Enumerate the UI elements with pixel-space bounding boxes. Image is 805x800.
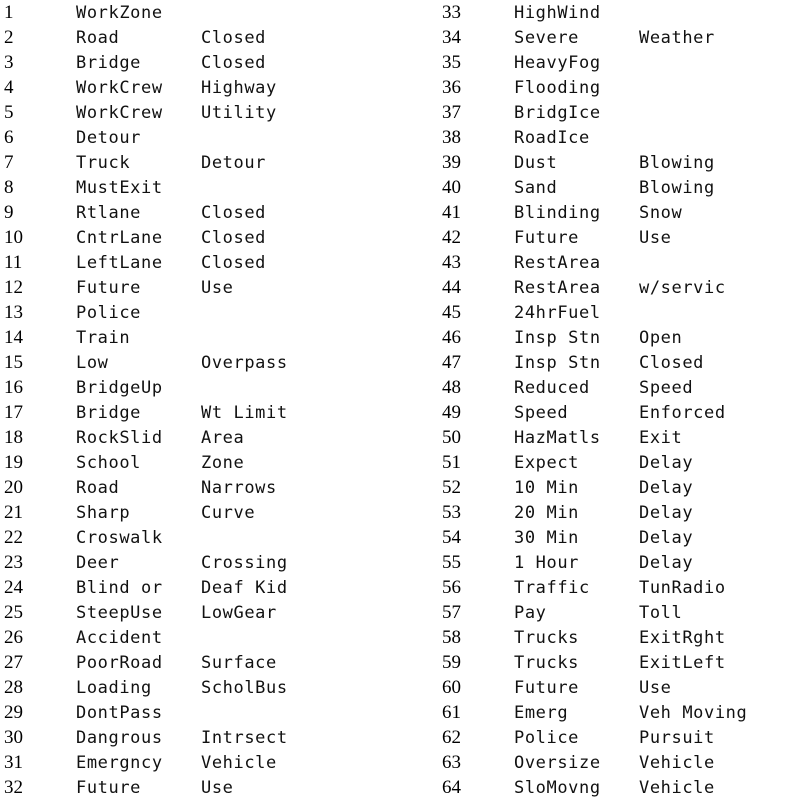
message-word-2: Narrows: [201, 478, 277, 498]
message-row: [0, 575, 400, 600]
message-word-1: Reduced: [514, 378, 590, 398]
message-row: [0, 625, 400, 650]
message-word-2: Utility: [201, 103, 277, 123]
message-number: 19: [4, 452, 23, 473]
message-number: 18: [4, 427, 23, 448]
message-word-1: Detour: [76, 128, 142, 148]
message-word-2: Delay: [639, 503, 694, 523]
message-row: [0, 350, 400, 375]
message-number: 55: [442, 552, 461, 573]
message-number: 42: [442, 227, 461, 248]
message-number: 24: [4, 577, 23, 598]
message-word-1: 10 Min: [514, 478, 580, 498]
message-row: [438, 150, 805, 175]
message-word-1: RoadIce: [514, 128, 590, 148]
message-word-1: HazMatls: [514, 428, 601, 448]
message-row: [0, 225, 400, 250]
message-word-2: Toll: [639, 603, 683, 623]
message-number: 28: [4, 677, 23, 698]
message-word-2: Vehicle: [201, 753, 277, 773]
message-word-1: School: [76, 453, 142, 473]
message-row: [438, 0, 805, 25]
message-number: 56: [442, 577, 461, 598]
message-word-1: Severe: [514, 28, 580, 48]
message-number: 48: [442, 377, 461, 398]
message-row: [0, 675, 400, 700]
message-number: 22: [4, 527, 23, 548]
message-word-1: Train: [76, 328, 131, 348]
message-word-1: Bridge: [76, 53, 142, 73]
message-word-2: Blowing: [639, 178, 715, 198]
message-word-2: Closed: [201, 203, 267, 223]
message-word-2: Vehicle: [639, 778, 715, 798]
message-number: 54: [442, 527, 461, 548]
message-word-1: Dangrous: [76, 728, 163, 748]
message-word-1: Flooding: [514, 78, 601, 98]
message-number: 16: [4, 377, 23, 398]
message-word-1: Oversize: [514, 753, 601, 773]
message-number: 30: [4, 727, 23, 748]
message-number: 40: [442, 177, 461, 198]
message-number: 35: [442, 52, 461, 73]
message-word-2: Use: [201, 778, 234, 798]
message-word-2: Use: [639, 678, 672, 698]
message-row: [438, 350, 805, 375]
message-number: 14: [4, 327, 23, 348]
message-number: 39: [442, 152, 461, 173]
message-word-1: RestArea: [514, 278, 601, 298]
message-row: [0, 450, 400, 475]
message-word-1: MustExit: [76, 178, 163, 198]
message-number: 36: [442, 77, 461, 98]
message-word-2: Pursuit: [639, 728, 715, 748]
message-word-2: ScholBus: [201, 678, 288, 698]
message-number: 45: [442, 302, 461, 323]
message-row: [438, 750, 805, 775]
message-word-1: Road: [76, 478, 120, 498]
message-number: 52: [442, 477, 461, 498]
message-number: 51: [442, 452, 461, 473]
message-word-2: Wt Limit: [201, 403, 288, 423]
message-number: 13: [4, 302, 23, 323]
message-number: 12: [4, 277, 23, 298]
message-word-1: Road: [76, 28, 120, 48]
message-list-right: [438, 0, 805, 800]
message-number: 60: [442, 677, 461, 698]
message-word-1: Rtlane: [76, 203, 142, 223]
message-number: 17: [4, 402, 23, 423]
message-list-left: [0, 0, 400, 800]
message-word-1: Truck: [76, 153, 131, 173]
message-word-1: Future: [514, 678, 580, 698]
message-number: 49: [442, 402, 461, 423]
message-number: 31: [4, 752, 23, 773]
message-word-2: Vehicle: [639, 753, 715, 773]
message-word-2: ExitRght: [639, 628, 726, 648]
message-word-1: WorkCrew: [76, 103, 163, 123]
message-word-2: w/servic: [639, 278, 726, 298]
message-row: [0, 150, 400, 175]
message-number: 58: [442, 627, 461, 648]
message-number: 37: [442, 102, 461, 123]
message-number: 33: [442, 2, 461, 23]
message-word-1: RockSlid: [76, 428, 163, 448]
message-word-1: Future: [76, 278, 142, 298]
message-number: 57: [442, 602, 461, 623]
message-word-1: WorkCrew: [76, 78, 163, 98]
message-word-1: Insp Stn: [514, 328, 601, 348]
message-row: [438, 600, 805, 625]
message-row: [0, 100, 400, 125]
message-word-2: Intrsect: [201, 728, 288, 748]
message-row: [438, 200, 805, 225]
message-word-2: Overpass: [201, 353, 288, 373]
message-number: 25: [4, 602, 23, 623]
message-word-2: Delay: [639, 453, 694, 473]
message-row: [438, 625, 805, 650]
message-word-1: Future: [76, 778, 142, 798]
message-row: [0, 250, 400, 275]
message-row: [438, 175, 805, 200]
message-row: [438, 525, 805, 550]
message-row: [0, 75, 400, 100]
message-row: [438, 700, 805, 725]
message-word-2: Detour: [201, 153, 267, 173]
message-row: [438, 475, 805, 500]
message-row: [438, 50, 805, 75]
message-number: 29: [4, 702, 23, 723]
message-row: [438, 375, 805, 400]
message-number: 59: [442, 652, 461, 673]
message-word-1: Bridge: [76, 403, 142, 423]
message-row: [0, 50, 400, 75]
message-word-1: Expect: [514, 453, 580, 473]
message-number: 8: [4, 177, 14, 198]
message-word-2: Enforced: [639, 403, 726, 423]
message-number: 1: [4, 2, 14, 23]
message-number: 11: [4, 252, 23, 273]
message-word-2: Use: [201, 278, 234, 298]
message-word-2: Highway: [201, 78, 277, 98]
message-row: [0, 200, 400, 225]
message-word-2: Snow: [639, 203, 683, 223]
message-word-2: Closed: [201, 28, 267, 48]
message-number: 46: [442, 327, 461, 348]
message-word-2: Zone: [201, 453, 245, 473]
message-row: [0, 725, 400, 750]
message-word-1: Trucks: [514, 628, 580, 648]
message-word-2: Weather: [639, 28, 715, 48]
message-number: 5: [4, 102, 14, 123]
message-word-2: LowGear: [201, 603, 277, 623]
message-row: [438, 275, 805, 300]
message-number: 62: [442, 727, 461, 748]
message-row: [0, 175, 400, 200]
message-number: 23: [4, 552, 23, 573]
message-row: [0, 525, 400, 550]
message-number: 43: [442, 252, 461, 273]
message-row: [0, 700, 400, 725]
message-word-1: HeavyFog: [514, 53, 601, 73]
message-number: 34: [442, 27, 461, 48]
message-row: [438, 25, 805, 50]
message-row: [0, 400, 400, 425]
message-row: [0, 300, 400, 325]
message-number: 15: [4, 352, 23, 373]
message-row: [438, 250, 805, 275]
message-word-1: Deer: [76, 553, 120, 573]
message-word-1: BridgIce: [514, 103, 601, 123]
message-word-1: 24hrFuel: [514, 303, 601, 323]
message-word-2: Exit: [639, 428, 683, 448]
message-row: [438, 575, 805, 600]
message-word-1: Insp Stn: [514, 353, 601, 373]
message-word-2: Closed: [201, 253, 267, 273]
message-word-1: HighWind: [514, 3, 601, 23]
message-word-1: Future: [514, 228, 580, 248]
message-word-1: Low: [76, 353, 109, 373]
message-row: [0, 0, 400, 25]
message-word-2: ExitLeft: [639, 653, 726, 673]
message-number: 63: [442, 752, 461, 773]
message-number: 44: [442, 277, 461, 298]
message-row: [438, 400, 805, 425]
message-word-2: Closed: [639, 353, 705, 373]
message-number: 4: [4, 77, 14, 98]
message-word-2: Area: [201, 428, 245, 448]
message-word-1: Sand: [514, 178, 558, 198]
message-number: 6: [4, 127, 14, 148]
message-number: 9: [4, 202, 14, 223]
message-number: 26: [4, 627, 23, 648]
message-word-2: Surface: [201, 653, 277, 673]
message-number: 50: [442, 427, 461, 448]
message-row: [438, 325, 805, 350]
message-number: 38: [442, 127, 461, 148]
message-word-1: Emerg: [514, 703, 569, 723]
message-word-2: Delay: [639, 478, 694, 498]
message-number: 27: [4, 652, 23, 673]
message-word-1: 30 Min: [514, 528, 580, 548]
message-word-1: PoorRoad: [76, 653, 163, 673]
message-number: 20: [4, 477, 23, 498]
message-word-2: Open: [639, 328, 683, 348]
message-word-1: Sharp: [76, 503, 131, 523]
message-row: [0, 600, 400, 625]
message-row: [438, 550, 805, 575]
message-number: 32: [4, 777, 23, 798]
message-row: [0, 750, 400, 775]
message-word-2: Blowing: [639, 153, 715, 173]
message-word-1: Dust: [514, 153, 558, 173]
message-row: [438, 500, 805, 525]
message-word-1: Trucks: [514, 653, 580, 673]
message-word-1: Accident: [76, 628, 163, 648]
message-row: [0, 475, 400, 500]
message-number: 41: [442, 202, 461, 223]
message-word-2: Deaf Kid: [201, 578, 288, 598]
message-row: [438, 100, 805, 125]
message-number: 10: [4, 227, 23, 248]
message-row: [438, 650, 805, 675]
message-word-1: WorkZone: [76, 3, 163, 23]
message-word-2: Curve: [201, 503, 256, 523]
message-word-1: LeftLane: [76, 253, 163, 273]
message-word-1: DontPass: [76, 703, 163, 723]
message-word-1: Traffic: [514, 578, 590, 598]
message-word-1: 20 Min: [514, 503, 580, 523]
message-number: 7: [4, 152, 14, 173]
message-word-2: TunRadio: [639, 578, 726, 598]
message-number: 21: [4, 502, 23, 523]
message-number: 3: [4, 52, 14, 73]
message-word-2: Delay: [639, 553, 694, 573]
message-row: [438, 425, 805, 450]
message-row: [0, 425, 400, 450]
message-row: [0, 375, 400, 400]
message-row: [438, 775, 805, 800]
message-row: [438, 725, 805, 750]
message-number: 47: [442, 352, 461, 373]
message-word-2: Crossing: [201, 553, 288, 573]
message-number: 61: [442, 702, 461, 723]
message-row: [438, 75, 805, 100]
message-word-1: CntrLane: [76, 228, 163, 248]
message-row: [438, 125, 805, 150]
message-row: [0, 500, 400, 525]
message-row: [0, 775, 400, 800]
message-word-1: Blind or: [76, 578, 163, 598]
message-word-1: Croswalk: [76, 528, 163, 548]
message-word-1: Police: [514, 728, 580, 748]
message-word-1: BridgeUp: [76, 378, 163, 398]
message-number: 2: [4, 27, 14, 48]
message-word-1: Blinding: [514, 203, 601, 223]
message-word-2: Closed: [201, 228, 267, 248]
message-word-1: 1 Hour: [514, 553, 580, 573]
message-word-1: RestArea: [514, 253, 601, 273]
message-word-1: Emergncy: [76, 753, 163, 773]
message-word-2: Closed: [201, 53, 267, 73]
message-word-2: Speed: [639, 378, 694, 398]
message-row: [438, 225, 805, 250]
message-row: [0, 550, 400, 575]
message-word-1: SteepUse: [76, 603, 163, 623]
message-number: 53: [442, 502, 461, 523]
message-row: [438, 450, 805, 475]
message-word-2: Veh Moving: [639, 703, 748, 723]
message-row: [0, 650, 400, 675]
message-row: [438, 300, 805, 325]
message-row: [0, 125, 400, 150]
message-word-2: Delay: [639, 528, 694, 548]
message-word-2: Use: [639, 228, 672, 248]
message-word-1: Pay: [514, 603, 547, 623]
message-row: [438, 675, 805, 700]
message-row: [0, 275, 400, 300]
message-number: 64: [442, 777, 461, 798]
message-word-1: Police: [76, 303, 142, 323]
message-word-1: Speed: [514, 403, 569, 423]
message-word-1: Loading: [76, 678, 152, 698]
message-row: [0, 325, 400, 350]
message-row: [0, 25, 400, 50]
message-word-1: SloMovng: [514, 778, 601, 798]
